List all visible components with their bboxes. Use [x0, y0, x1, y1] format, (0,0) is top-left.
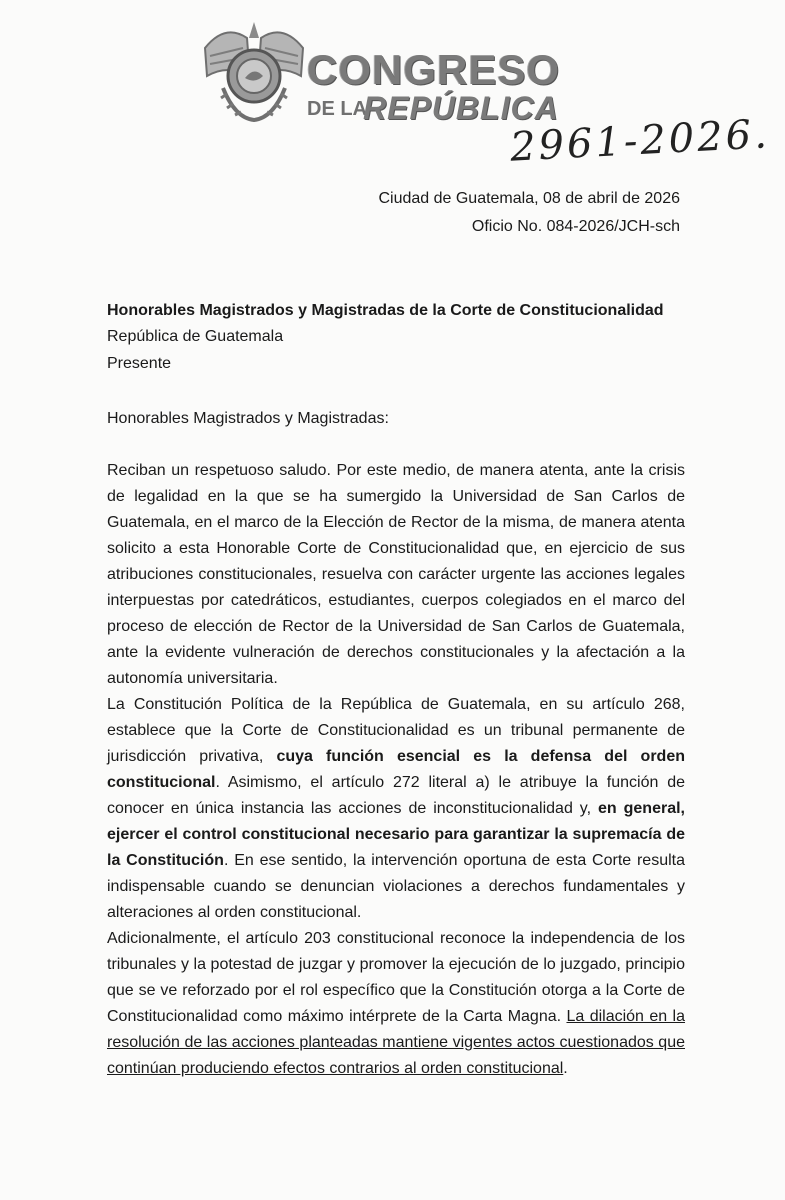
place-date: Ciudad de Guatemala, 08 de abril de 2026: [378, 190, 680, 207]
oficio-number: Oficio No. 084-2026/JCH-sch: [471, 218, 680, 235]
p2-text-c: . Asimismo, el artículo 272 literal a) le atribuye la función de conocer en única instancia las acciones de inconstitucionalidad y,: [107, 774, 685, 817]
p2-text-a: La Constitución Política de la República de Guatemala, en su artículo 268, establece que la Corte de Constitucionalidad es un tribunal permanente de jurisdicción privativa,: [107, 696, 685, 765]
addressee-presente: Presente: [107, 355, 172, 372]
p2-bold-d: en general, ejercer el control constitucional necesario para garantizar la supremacía de la Constitución: [107, 800, 685, 869]
salutation: Honorables Magistrados y Magistradas:: [107, 410, 389, 427]
logo-text-republica: REPÚBLICA: [363, 90, 559, 126]
letter-body: [107, 458, 685, 1082]
handwritten-file-number: 2961-2026.: [508, 111, 771, 171]
p3-underlined-b: La dilación en la resolución de las acciones planteadas mantiene vigentes actos cuestionados que continúan produciendo efectos contrarios al orden constitucional: [107, 1008, 686, 1077]
p2-bold-b: cuya función esencial es la defensa del orden constitucional: [107, 748, 685, 791]
paragraph-3: [107, 926, 685, 1082]
logo-text-de-la: DE LA: [307, 98, 367, 120]
addressee-country: República de Guatemala: [107, 328, 284, 345]
p3-text-c: .: [563, 1060, 568, 1077]
paragraph-2: [107, 692, 685, 926]
paragraph-1: Reciban un respetuoso saludo. Por este medio, de manera atenta, ante la crisis de legalidad en la que se ha sumergido la Universidad de San Carlos de Guatemala, en el marco de la Elección de Rector de la misma, de manera atenta solicito a esta Honorable Corte de Constitucionalidad que, en ejercicio de sus atribuciones constitucionales, resuelva con carácter urgente las acciones legales interpuestas por catedráticos, estudiantes, cuerpos colegiados en el marco del proceso de elección de Rector de la Universidad de San Carlos de Guatemala, ante la evidente vulneración de derechos constitucionales y la afectación a la autonomía universitaria.: [107, 462, 685, 687]
coat-of-arms-icon: [195, 18, 313, 126]
p3-text-a: Adicionalmente, el artículo 203 constitucional reconoce la independencia de los tribunales y la potestad de juzgar y promover la ejecución de lo juzgado, principio que se ve reforzado por el rol específico que la Constitución otorga a la Corte de Constitucionalidad como máximo intérprete de la Carta Magna.: [107, 930, 685, 1025]
addressee-title: Honorables Magistrados y Magistradas de la Corte de Constitucionalidad: [107, 302, 664, 319]
p2-text-e: . En ese sentido, la intervención oportuna de esta Corte resulta indispensable cuando se denuncian violaciones a derechos fundamentales y alteraciones al orden constitucional.: [107, 852, 685, 921]
congress-logo: [195, 18, 575, 128]
logo-text-congreso: CONGRESO: [307, 46, 561, 93]
